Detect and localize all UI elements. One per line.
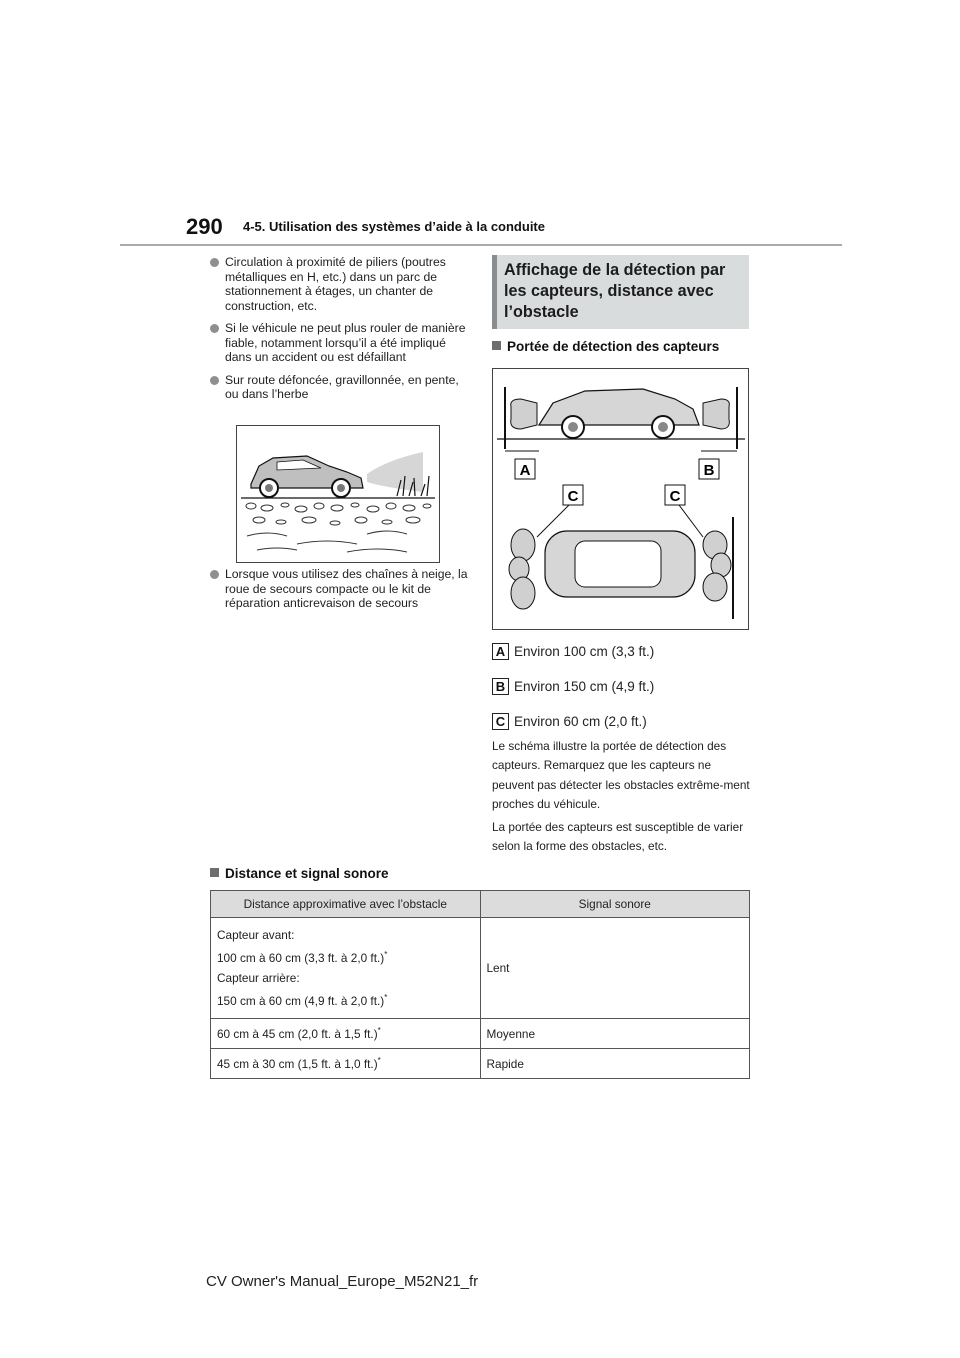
label-c-right: C	[669, 488, 681, 505]
section-title: 4-5. Utilisation des systèmes d’aide à la conduite	[243, 219, 545, 234]
label-a: A	[519, 462, 531, 479]
bullet-dot-icon	[210, 570, 219, 579]
table-header-row	[211, 891, 750, 918]
legend-row-c: C Environ 60 cm (2,0 ft.)	[492, 712, 647, 730]
header-divider	[120, 244, 842, 246]
paragraph-range-info: Le schéma illustre la portée de détection des capteurs. Remarquez que les capteurs ne peuvent pas détecter les obstacles extrême-ment proches du véhicule.	[492, 739, 750, 811]
distance-signal-table	[210, 890, 750, 1079]
footer-manual-id: CV Owner's Manual_Europe_M52N21_fr	[206, 1273, 479, 1290]
badge-a: A	[492, 643, 509, 660]
square-bullet-icon	[492, 341, 501, 350]
bullet-item: Sur route défoncée, gravillonnée, en pente, ou dans l’herbe	[210, 373, 472, 402]
bullet-list-secondary	[210, 567, 472, 619]
page-number: 290	[186, 214, 223, 239]
bullet-dot-icon	[210, 258, 219, 267]
badge-c: C	[492, 713, 509, 730]
column-header: Distance approximative avec l’obstacle	[211, 891, 481, 918]
bullet-dot-icon	[210, 376, 219, 385]
badge-b: B	[492, 678, 509, 695]
legend-row-b: B Environ 150 cm (4,9 ft.)	[492, 677, 654, 695]
square-bullet-icon	[210, 868, 219, 877]
label-c-left: C	[567, 488, 579, 505]
legend-row-a: A Environ 100 cm (3,3 ft.)	[492, 642, 654, 660]
sensor-range-diagram	[492, 368, 749, 630]
subheading-distance: Distance et signal sonore	[210, 866, 389, 881]
table-cell: Rapide	[480, 1049, 750, 1079]
sensor-range-icon	[493, 369, 748, 629]
subheading-range: Portée de détection des capteurs	[492, 339, 719, 354]
table-row	[211, 1019, 750, 1049]
bullet-item: Circulation à proximité de piliers (poutres métalliques en H, etc.) dans un parc de stationnement à étages, un chanter de construction, etc.	[210, 255, 472, 313]
table-row	[211, 918, 750, 1019]
bullet-list	[210, 255, 472, 410]
bullet-dot-icon	[210, 324, 219, 333]
bullet-item: Si le véhicule ne peut plus rouler de manière fiable, notamment lorsqu’il a été impliqué dans un accident ou est défaillant	[210, 321, 472, 365]
table-cell: Capteur avant: 100 cm à 60 cm (3,3 ft. à 2,0 ft.)* Capteur arrière: 150 cm à 60 cm (4,9 ft. à 2,0 ft.)*	[211, 918, 481, 1019]
paragraph-range-variation: La portée des capteurs est susceptible de varier selon la forme des obstacles, etc.	[492, 820, 744, 854]
table-cell: 60 cm à 45 cm (2,0 ft. à 1,5 ft.)*	[211, 1019, 481, 1049]
table-row	[211, 1049, 750, 1079]
label-b: B	[703, 462, 715, 479]
table-cell: Moyenne	[480, 1019, 750, 1049]
car-on-rough-road-icon	[237, 426, 439, 562]
callout-title: Affichage de la détection par les capteurs, distance avec l’obstacle	[504, 261, 726, 321]
column-header: Signal sonore	[480, 891, 750, 918]
table-cell: 45 cm à 30 cm (1,5 ft. à 1,0 ft.)*	[211, 1049, 481, 1079]
rough-road-illustration	[236, 425, 440, 563]
table-cell: Lent	[480, 918, 750, 1019]
bullet-item: Lorsque vous utilisez des chaînes à neige, la roue de secours compacte ou le kit de réparation anticrevaison de secours	[210, 567, 472, 611]
